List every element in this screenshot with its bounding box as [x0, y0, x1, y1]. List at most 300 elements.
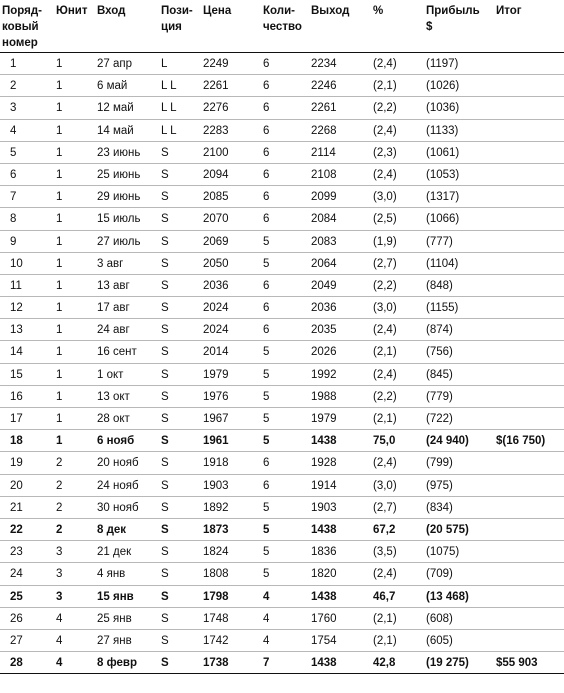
cell-unit: 1 [56, 346, 63, 359]
cell-profit: (608) [426, 612, 453, 625]
cell-exit: 1836 [311, 546, 337, 559]
cell-price: 1808 [203, 568, 229, 581]
table-row [0, 452, 564, 474]
cell-exit: 2026 [311, 346, 337, 359]
table-row [0, 186, 564, 208]
header-price [203, 3, 231, 19]
cell-entry: 4 янв [97, 568, 126, 581]
cell-position: L L [161, 124, 177, 137]
cell-exit: 1438 [311, 590, 337, 603]
cell-percent: (2,4) [373, 568, 397, 581]
cell-entry: 27 июль [97, 235, 141, 248]
cell-percent: (2,2) [373, 279, 397, 292]
cell-percent: (2,4) [373, 368, 397, 381]
cell-profit: (799) [426, 457, 453, 470]
cell-entry: 25 янв [97, 612, 132, 625]
table-row [0, 142, 564, 164]
header-line: Прибыль [426, 5, 480, 17]
header-line: Поряд- [2, 5, 43, 17]
cell-profit: (779) [426, 390, 453, 403]
cell-profit: (1066) [426, 213, 460, 226]
cell-profit: (19 275) [426, 657, 469, 670]
table-header [0, 0, 564, 53]
cell-percent: (2,4) [373, 124, 397, 137]
cell-seq: 10 [10, 257, 23, 270]
cell-unit: 1 [56, 146, 63, 159]
cell-seq: 4 [10, 124, 17, 137]
cell-position: L L [161, 102, 177, 115]
cell-quantity: 6 [263, 279, 270, 292]
header-line: чество [263, 21, 302, 33]
cell-quantity: 6 [263, 168, 270, 181]
cell-price: 1903 [203, 479, 229, 492]
cell-percent: (2,2) [373, 390, 397, 403]
cell-exit: 2084 [311, 213, 337, 226]
cell-position: S [161, 413, 169, 425]
table-row [0, 408, 564, 430]
table-row [0, 519, 564, 541]
cell-total: $55 903 [496, 657, 538, 670]
cell-entry: 15 янв [97, 590, 134, 603]
cell-seq: 24 [10, 568, 23, 581]
cell-unit: 4 [56, 657, 63, 670]
cell-price: 1748 [203, 612, 229, 625]
cell-seq: 13 [10, 324, 23, 337]
cell-seq: 1 [10, 58, 17, 70]
cell-unit: 4 [56, 612, 63, 625]
table-row [0, 541, 564, 563]
cell-position: S [161, 457, 169, 470]
table-row [0, 120, 564, 142]
cell-quantity: 6 [263, 324, 270, 337]
cell-unit: 2 [56, 501, 63, 514]
cell-seq: 16 [10, 390, 23, 403]
cell-unit: 2 [56, 523, 63, 536]
cell-entry: 6 май [97, 80, 128, 93]
cell-profit: (975) [426, 479, 453, 492]
cell-percent: (2,1) [373, 346, 397, 359]
cell-profit: (1197) [426, 58, 459, 70]
cell-percent: (2,1) [373, 634, 397, 647]
cell-exit: 2108 [311, 168, 337, 181]
cell-exit: 1914 [311, 479, 337, 492]
cell-unit: 1 [56, 124, 63, 137]
header-line: $ [426, 21, 433, 33]
header-line: номер [2, 37, 38, 49]
cell-quantity: 6 [263, 146, 270, 159]
table-row [0, 53, 564, 75]
cell-position: S [161, 634, 169, 647]
cell-position: S [161, 257, 169, 270]
cell-seq: 12 [10, 302, 23, 315]
cell-percent: (3,5) [373, 546, 397, 559]
table-row [0, 608, 564, 630]
cell-price: 1979 [203, 368, 229, 381]
cell-position: S [161, 435, 169, 448]
cell-exit: 1820 [311, 568, 337, 581]
cell-exit: 1754 [311, 634, 337, 647]
cell-seq: 17 [10, 413, 23, 425]
cell-position: S [161, 279, 169, 292]
header-seq-number [2, 3, 42, 51]
cell-quantity: 6 [263, 479, 270, 492]
cell-position: S [161, 191, 169, 204]
cell-profit: (709) [426, 568, 453, 581]
cell-price: 2024 [203, 302, 229, 315]
cell-percent: (3,0) [373, 302, 397, 315]
cell-exit: 2083 [311, 235, 337, 248]
cell-unit: 1 [56, 58, 63, 70]
cell-quantity: 5 [263, 346, 270, 359]
cell-entry: 25 июнь [97, 168, 141, 181]
header-line: % [373, 5, 384, 17]
cell-price: 1742 [203, 634, 229, 647]
cell-quantity: 5 [263, 235, 270, 248]
cell-unit: 4 [56, 634, 63, 647]
table-row [0, 430, 564, 452]
cell-price: 2070 [203, 213, 229, 226]
cell-profit: (1026) [426, 80, 460, 93]
cell-entry: 30 нояб [97, 501, 139, 514]
cell-profit: (24 940) [426, 435, 469, 448]
cell-percent: 67,2 [373, 523, 396, 536]
cell-unit: 2 [56, 457, 63, 470]
cell-exit: 2035 [311, 324, 337, 337]
cell-quantity: 5 [263, 390, 270, 403]
cell-profit: (1155) [426, 302, 459, 315]
cell-quantity: 6 [263, 58, 270, 70]
cell-price: 1824 [203, 546, 229, 559]
cell-percent: (2,5) [373, 213, 397, 226]
cell-quantity: 4 [263, 590, 270, 603]
cell-profit: (13 468) [426, 590, 469, 603]
cell-entry: 17 авг [97, 302, 130, 315]
cell-percent: (3,0) [373, 479, 397, 492]
cell-profit: (1036) [426, 102, 460, 115]
cell-price: 1967 [203, 413, 229, 425]
cell-entry: 24 авг [97, 324, 130, 337]
cell-profit: (1053) [426, 168, 460, 181]
cell-price: 2036 [203, 279, 229, 292]
cell-position: L L [161, 80, 177, 93]
cell-seq: 26 [10, 612, 23, 625]
cell-seq: 18 [10, 435, 23, 448]
cell-unit: 3 [56, 546, 63, 559]
table-row [0, 386, 564, 408]
table-row [0, 297, 564, 319]
cell-position: S [161, 168, 169, 181]
cell-price: 1918 [203, 457, 229, 470]
cell-position: S [161, 501, 169, 514]
cell-seq: 9 [10, 235, 17, 248]
header-total [496, 3, 522, 19]
cell-price: 2249 [203, 58, 229, 70]
cell-quantity: 5 [263, 368, 270, 381]
cell-profit: (1075) [426, 546, 460, 559]
table-row [0, 164, 564, 186]
cell-exit: 1760 [311, 612, 337, 625]
header-line: Итог [496, 5, 522, 17]
cell-quantity: 5 [263, 435, 270, 448]
header-line: Вход [97, 5, 126, 17]
cell-entry: 13 окт [97, 390, 130, 403]
cell-exit: 2099 [311, 191, 337, 204]
cell-seq: 2 [10, 80, 17, 93]
table-row [0, 97, 564, 119]
cell-percent: (2,1) [373, 80, 397, 93]
cell-seq: 3 [10, 102, 17, 115]
cell-entry: 6 нояб [97, 435, 135, 448]
cell-price: 2261 [203, 80, 229, 93]
cell-price: 1892 [203, 501, 229, 514]
table-row [0, 319, 564, 341]
cell-percent: (1,9) [373, 235, 397, 248]
cell-percent: (2,4) [373, 324, 397, 337]
cell-exit: 2261 [311, 102, 337, 115]
cell-entry: 27 янв [97, 634, 132, 647]
cell-quantity: 7 [263, 657, 270, 670]
cell-price: 2094 [203, 168, 229, 181]
cell-entry: 23 июнь [97, 146, 141, 159]
cell-position: S [161, 657, 169, 670]
cell-entry: 8 февр [97, 657, 137, 670]
cell-seq: 6 [10, 168, 17, 181]
cell-entry: 1 окт [97, 368, 124, 381]
cell-percent: 42,8 [373, 657, 396, 670]
cell-percent: 46,7 [373, 590, 396, 603]
cell-profit: (1104) [426, 257, 459, 270]
cell-unit: 1 [56, 302, 63, 315]
cell-quantity: 5 [263, 413, 270, 425]
cell-percent: (2,4) [373, 457, 397, 470]
cell-quantity: 6 [263, 124, 270, 137]
cell-exit: 1438 [311, 657, 337, 670]
header-position [161, 3, 193, 35]
table-row [0, 586, 564, 608]
cell-quantity: 5 [263, 257, 270, 270]
cell-quantity: 6 [263, 302, 270, 315]
cell-quantity: 6 [263, 102, 270, 115]
cell-unit: 3 [56, 590, 63, 603]
cell-position: S [161, 523, 169, 536]
cell-seq: 21 [10, 501, 23, 514]
cell-quantity: 5 [263, 523, 270, 536]
header-entry [97, 3, 125, 19]
cell-unit: 1 [56, 257, 63, 270]
cell-unit: 1 [56, 413, 63, 425]
cell-entry: 16 сент [97, 346, 137, 359]
cell-seq: 14 [10, 346, 23, 359]
cell-profit: (777) [426, 235, 453, 248]
table-row [0, 341, 564, 363]
cell-price: 1738 [203, 657, 229, 670]
cell-percent: (2,1) [373, 612, 397, 625]
cell-price: 2024 [203, 324, 229, 337]
cell-percent: (2,2) [373, 102, 397, 115]
table-row [0, 630, 564, 652]
cell-position: S [161, 612, 169, 625]
cell-quantity: 6 [263, 80, 270, 93]
cell-quantity: 5 [263, 546, 270, 559]
cell-unit: 1 [56, 102, 63, 115]
cell-seq: 8 [10, 213, 17, 226]
cell-profit: (1133) [426, 124, 459, 137]
cell-profit: (874) [426, 324, 453, 337]
table-row [0, 253, 564, 275]
cell-position: S [161, 390, 169, 403]
cell-quantity: 4 [263, 612, 270, 625]
cell-price: 1976 [203, 390, 229, 403]
cell-exit: 1928 [311, 457, 337, 470]
cell-seq: 27 [10, 634, 23, 647]
cell-profit: (834) [426, 501, 453, 514]
cell-unit: 1 [56, 80, 63, 93]
header-line: Цена [203, 5, 232, 17]
cell-exit: 2036 [311, 302, 337, 315]
cell-position: S [161, 302, 169, 315]
table-row [0, 231, 564, 253]
cell-price: 2085 [203, 191, 229, 204]
cell-exit: 2246 [311, 80, 337, 93]
cell-price: 1798 [203, 590, 229, 603]
cell-profit: (1317) [426, 191, 460, 204]
cell-entry: 14 май [97, 124, 134, 137]
cell-entry: 3 авг [97, 257, 124, 270]
cell-unit: 1 [56, 235, 63, 248]
cell-entry: 24 нояб [97, 479, 139, 492]
cell-position: S [161, 368, 169, 381]
cell-entry: 20 нояб [97, 457, 139, 470]
cell-percent: (2,7) [373, 501, 397, 514]
header-percent [373, 3, 383, 19]
cell-seq: 19 [10, 457, 23, 470]
cell-price: 2014 [203, 346, 229, 359]
cell-position: S [161, 590, 169, 603]
cell-unit: 1 [56, 279, 63, 292]
cell-entry: 8 дек [97, 523, 127, 536]
cell-price: 2100 [203, 146, 229, 159]
cell-seq: 11 [10, 279, 22, 292]
table-row [0, 563, 564, 585]
cell-price: 2276 [203, 102, 229, 115]
cell-quantity: 4 [263, 634, 270, 647]
cell-entry: 21 дек [97, 546, 132, 559]
cell-percent: (2,3) [373, 146, 397, 159]
cell-unit: 2 [56, 479, 63, 492]
cell-seq: 15 [10, 368, 23, 381]
cell-quantity: 5 [263, 568, 270, 581]
cell-exit: 1438 [311, 435, 337, 448]
cell-entry: 12 май [97, 102, 134, 115]
table-row [0, 208, 564, 230]
header-quantity [263, 3, 302, 35]
cell-profit: (845) [426, 368, 453, 381]
header-profit [426, 3, 480, 35]
cell-percent: 75,0 [373, 435, 396, 448]
cell-entry: 27 апр [97, 58, 133, 70]
table-row [0, 364, 564, 386]
header-line: Пози- [161, 5, 193, 17]
cell-position: S [161, 546, 169, 559]
table-row [0, 652, 564, 674]
cell-entry: 29 июнь [97, 191, 141, 204]
cell-price: 2069 [203, 235, 229, 248]
cell-exit: 2114 [311, 146, 336, 159]
cell-exit: 2234 [311, 58, 337, 70]
cell-price: 2283 [203, 124, 229, 137]
cell-unit: 1 [56, 213, 63, 226]
cell-profit: (848) [426, 279, 453, 292]
cell-exit: 1992 [311, 368, 337, 381]
cell-unit: 1 [56, 191, 63, 204]
cell-percent: (2,7) [373, 257, 397, 270]
cell-exit: 2049 [311, 279, 337, 292]
header-line: ция [161, 21, 182, 33]
cell-unit: 1 [56, 435, 63, 448]
cell-unit: 1 [56, 368, 63, 381]
cell-seq: 5 [10, 146, 17, 159]
cell-position: S [161, 235, 169, 248]
cell-seq: 20 [10, 479, 23, 492]
cell-seq: 23 [10, 546, 23, 559]
cell-position: S [161, 346, 169, 359]
cell-price: 2050 [203, 257, 229, 270]
cell-exit: 1903 [311, 501, 337, 514]
cell-position: S [161, 568, 169, 581]
cell-exit: 1988 [311, 390, 337, 403]
cell-unit: 1 [56, 168, 63, 181]
table-row [0, 497, 564, 519]
cell-profit: (20 575) [426, 523, 469, 536]
cell-percent: (2,4) [373, 58, 397, 70]
cell-position: S [161, 213, 169, 226]
cell-seq: 22 [10, 523, 23, 536]
cell-entry: 15 июль [97, 213, 141, 226]
table-row [0, 275, 564, 297]
cell-profit: (1061) [426, 146, 460, 159]
cell-entry: 28 окт [97, 413, 130, 425]
cell-quantity: 6 [263, 191, 270, 204]
header-line: ковый [2, 21, 39, 33]
cell-seq: 28 [10, 657, 23, 670]
header-line: Выход [311, 5, 350, 17]
cell-percent: (3,0) [373, 191, 397, 204]
cell-profit: (756) [426, 346, 453, 359]
cell-position: L [161, 58, 168, 70]
cell-entry: 13 авг [97, 279, 130, 292]
cell-total: $(16 750) [496, 435, 546, 448]
cell-quantity: 6 [263, 457, 270, 470]
header-unit [56, 3, 88, 19]
cell-profit: (605) [426, 634, 453, 647]
cell-exit: 2064 [311, 257, 337, 270]
cell-quantity: 6 [263, 213, 270, 226]
cell-exit: 2268 [311, 124, 337, 137]
cell-unit: 1 [56, 324, 63, 337]
table-body [0, 53, 564, 674]
cell-position: S [161, 324, 169, 337]
cell-price: 1873 [203, 523, 229, 536]
table-row [0, 475, 564, 497]
header-exit [311, 3, 349, 19]
cell-quantity: 5 [263, 501, 270, 514]
header-line: Коли- [263, 5, 295, 17]
cell-exit: 1438 [311, 523, 337, 536]
cell-profit: (722) [426, 413, 453, 425]
cell-percent: (2,1) [373, 413, 397, 425]
cell-price: 1961 [203, 435, 229, 448]
header-line: Юнит [56, 5, 88, 17]
